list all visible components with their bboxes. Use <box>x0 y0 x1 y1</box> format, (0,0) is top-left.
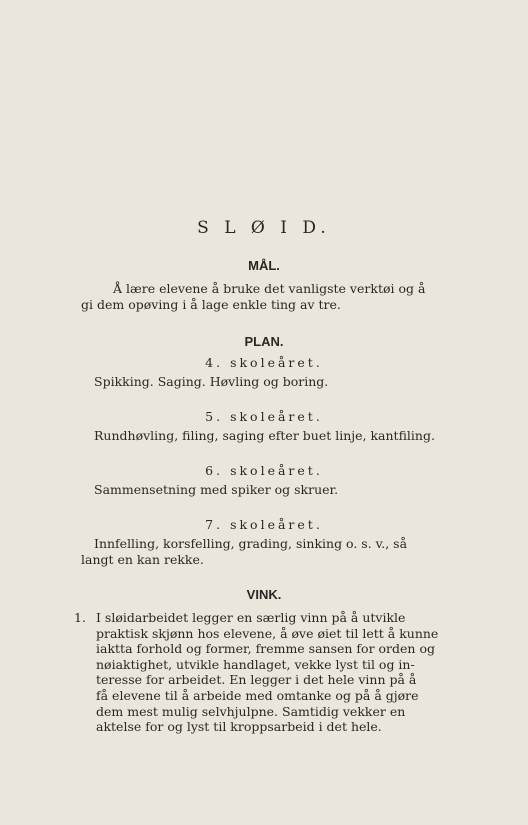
vink-line: praktisk skjønn hos elevene, å øve øiet til lett å kunne <box>96 625 439 641</box>
vink-line: I sløidarbeidet legger en særlig vinn på å utvikle <box>96 610 406 625</box>
vink-line: nøiaktighet, utvikle handlaget, vekke lyst til og in- <box>96 656 415 672</box>
vink-line: få elevene til å arbeide med omtanke og på å gjøre <box>96 687 419 703</box>
plan-heading: PLAN. <box>244 334 284 349</box>
year-4-label: 4. skoleåret. <box>205 355 323 370</box>
mal-heading: MÅL. <box>248 258 280 273</box>
mal-text-line-1: Å lære elevene å bruke det vanligste verktøi og å <box>113 281 426 296</box>
vink-item-body <box>96 610 456 735</box>
year-4-text: Spikking. Saging. Høvling og boring. <box>94 374 329 389</box>
year-5-text: Rundhøvling, filing, saging efter buet linje, kantfiling. <box>94 428 435 443</box>
vink-line: teresse for arbeidet. En legger i det hele vinn på å <box>96 672 417 688</box>
year-6-text: Sammensetning med spiker og skruer. <box>94 482 339 497</box>
vink-line: iaktta forhold og former, fremme sansen for orden og <box>96 641 435 657</box>
vink-heading: VINK. <box>246 587 282 602</box>
page-title: S L Ø I D. <box>197 218 331 238</box>
vink-line: aktelse for og lyst til kroppsarbeid i det hele. <box>96 719 382 735</box>
vink-item-number: 1. <box>74 610 86 625</box>
mal-text-line-2: gi dem opøving i å lage enkle ting av tre. <box>81 297 341 312</box>
vink-line: dem mest mulig selvhjulpne. Samtidig vekker en <box>96 703 406 719</box>
year-5-label: 5. skoleåret. <box>205 409 323 424</box>
year-7-text-line-1: Innfelling, korsfelling, grading, sinking o. s. v., så <box>94 536 408 551</box>
vink-item-1 <box>74 610 456 735</box>
year-6-label: 6. skoleåret. <box>205 463 323 478</box>
year-7-text-line-2: langt en kan rekke. <box>81 552 204 567</box>
year-7-label: 7. skoleåret. <box>205 517 323 532</box>
